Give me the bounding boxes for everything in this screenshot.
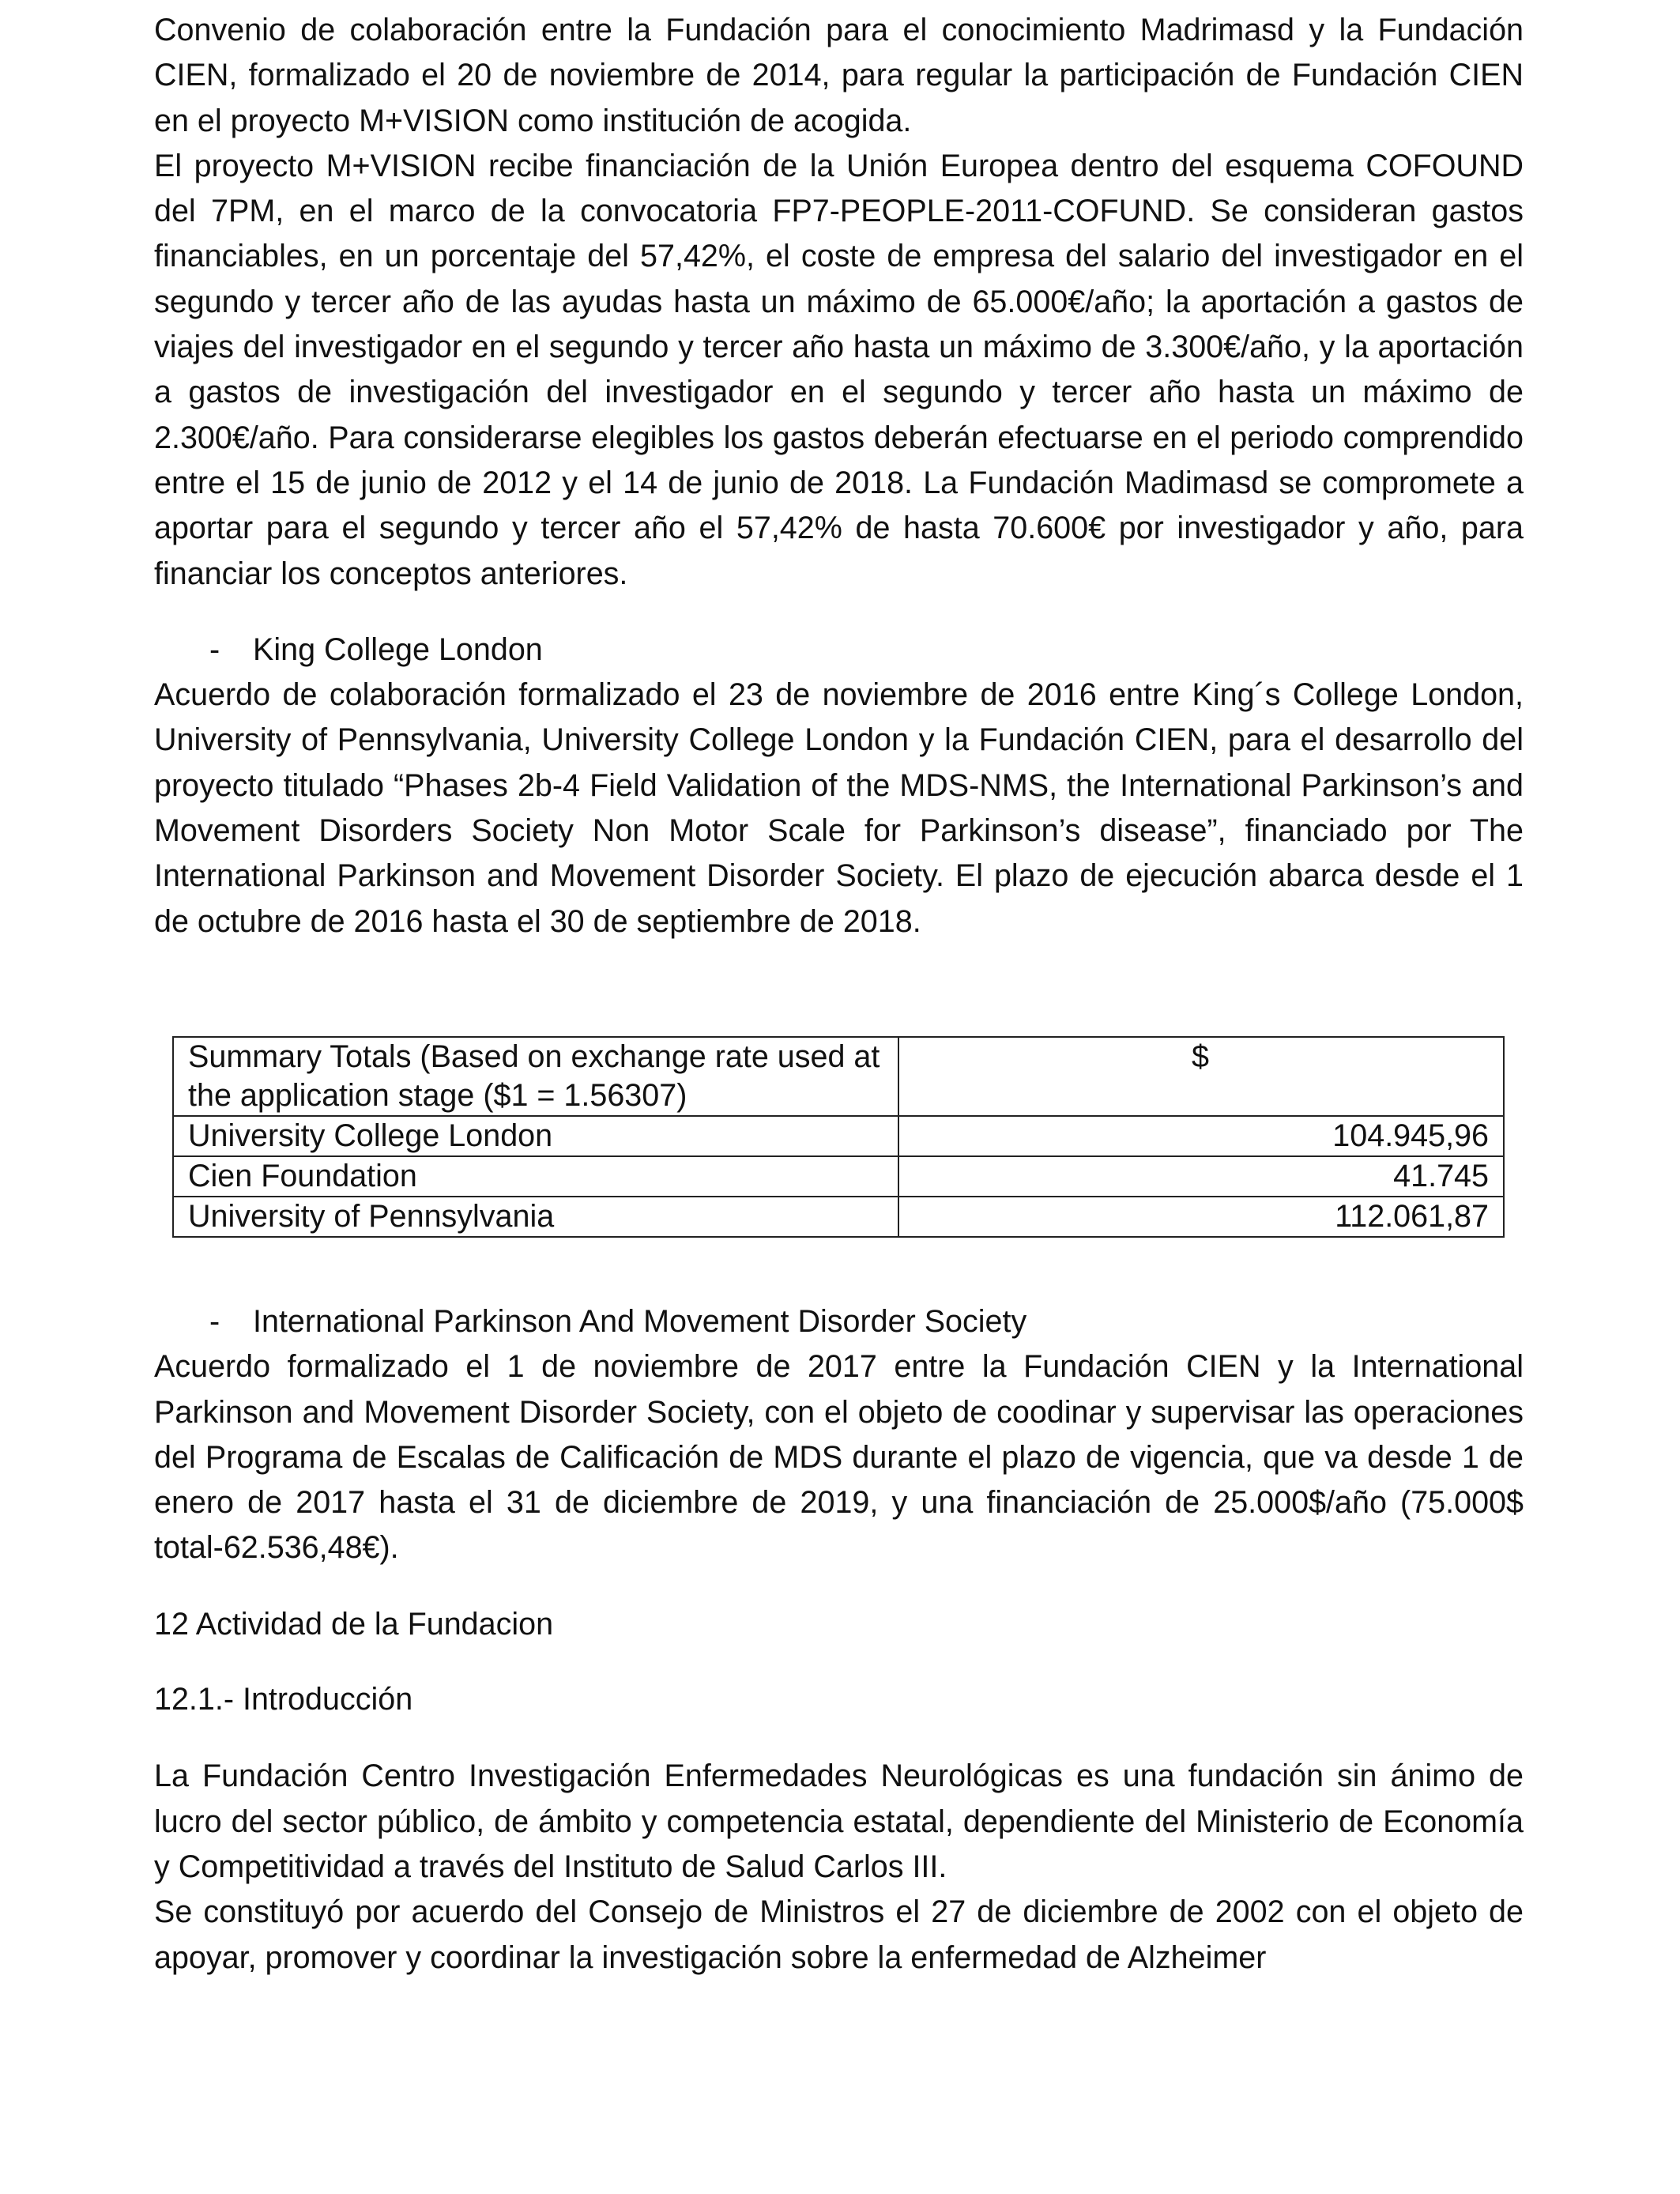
bullet-dash: - [209,631,220,667]
table-row-label: University College London [173,1116,898,1156]
paragraph-intro: La Fundación Centro Investigación Enfermedades Neurológicas es una fundación sin ánimo de lucro del sector público, de ámbito y competencia estatal, dependiente del Ministerio de Economía y Competitividad a través del Instituto de Salud Carlos III. [154,1759,1524,1884]
summary-totals-table [172,1036,1505,1238]
table-row [173,1116,1504,1156]
document-page [154,8,1524,1981]
bullet-dash: - [209,1303,220,1339]
spacer [154,944,1524,1036]
bullet-kings [154,628,1524,673]
paragraph-convenio: Convenio de colaboración entre la Fundación para el conocimiento Madrimasd y la Fundación CIEN, formalizado el 20 de noviembre de 2014, para regular la participación de Fundación CIEN en el proyecto M+VISION como institución de acogida. [154,13,1524,138]
spacer [154,1571,1524,1602]
spacer [154,597,1524,628]
paragraph-constituyo: Se constituyó por acuerdo del Consejo de Ministros el 27 de diciembre de 2002 con el objeto de apoyar, promover y coordinar la investigación sobre la enfermedad de Alzheimer [154,1894,1524,1975]
bullet-ipmds-label: International Parkinson And Movement Disorder Society [253,1303,1027,1339]
spacer [154,1238,1524,1299]
table-header-row [173,1037,1504,1116]
table-row [173,1156,1504,1197]
table-header-label: Summary Totals (Based on exchange rate used at the application stage ($1 = 1.56307) [173,1037,898,1116]
paragraph-ipmds: Acuerdo formalizado el 1 de noviembre de 2017 entre la Fundación CIEN y la International Parkinson and Movement Disorder Society, con el objeto de coodinar y supervisar las operaciones del Programa de Escalas de Calificación de MDS durante el plazo de vigencia, que va desde 1 de enero de 2017 hasta el 31 de diciembre de 2019, y una financiación de 25.000$/año (75.000$ total-62.536,48€). [154,1349,1524,1566]
spacer [154,1647,1524,1677]
table-row-value: 41.745 [898,1156,1504,1197]
paragraph-kings: Acuerdo de colaboración formalizado el 23 de noviembre de 2016 entre King´s College London, University of Pennsylvania, University College London y la Fundación CIEN, para el desarrollo del proyecto titulado “Phases 2b-4 Field Validation of the MDS-NMS, the International Parkinson’s and Movement Disorders Society Non Motor Scale for Parkinson’s disease”, financiado por The International Parkinson and Movement Disorder Society. El plazo de ejecución abarca desde el 1 de octubre de 2016 hasta el 30 de septiembre de 2018. [154,677,1524,939]
table-header-currency: $ [898,1037,1504,1116]
heading-section-12-1: 12.1.- Introducción [154,1682,413,1717]
bullet-kings-label: King College London [253,631,543,667]
table-row-label: Cien Foundation [173,1156,898,1197]
spacer [154,1722,1524,1754]
bullet-ipmds [154,1299,1524,1344]
paragraph-mvision: El proyecto M+VISION recibe financiación de la Unión Europea dentro del esquema COFOUND del 7PM, en el marco de la convocatoria FP7-PEOPLE-2011-COFUND. Se consideran gastos financiables, en un porcentaje del 57,42%, el coste de empresa del salario del investigador en el segundo y tercer año de las ayudas hasta un máximo de 65.000€/año; la aportación a gastos de viajes del investigador en el segundo y tercer año hasta un máximo de 3.300€/año, y la aportación a gastos de investigación del investigador en el segundo y tercer año hasta un máximo de 2.300€/año. Para considerarse elegibles los gastos deberán efectuarse en el periodo comprendido entre el 15 de junio de 2012 y el 14 de junio de 2018. La Fundación Madimasd se compromete a aportar para el segundo y tercer año el 57,42% de hasta 70.600€ por investigador y año, para financiar los conceptos anteriores. [154,148,1524,591]
table-row [173,1197,1504,1237]
heading-section-12: 12 Actividad de la Fundacion [154,1606,554,1642]
table-row-label: University of Pennsylvania [173,1197,898,1237]
table-row-value: 112.061,87 [898,1197,1504,1237]
table-row-value: 104.945,96 [898,1116,1504,1156]
